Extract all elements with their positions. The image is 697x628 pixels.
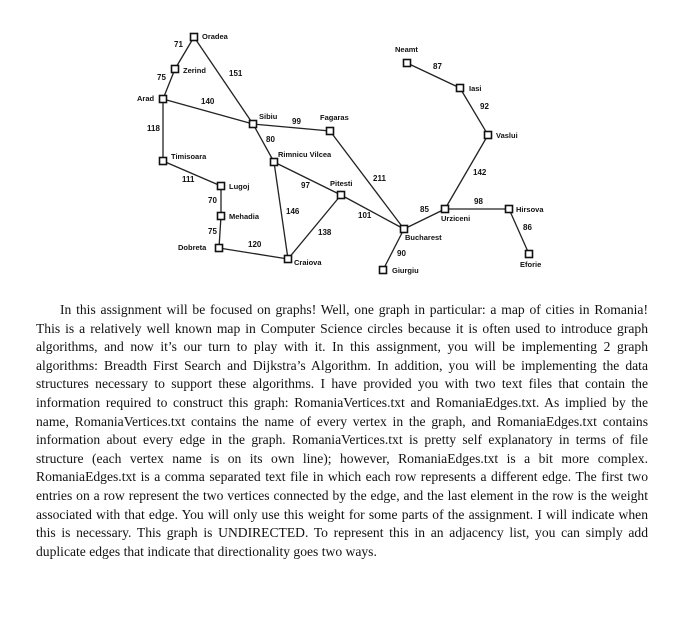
graph-edges bbox=[163, 37, 529, 270]
weight-timisoara-lugoj: 111 bbox=[182, 175, 195, 184]
node-neamt bbox=[404, 60, 411, 67]
node-rimnicu-vilcea bbox=[271, 159, 278, 166]
weight-bucharest-giurgiu: 90 bbox=[397, 249, 406, 258]
label-rimnicu-vilcea: Rimnicu Vilcea bbox=[278, 150, 332, 159]
edge-dobreta-craiova bbox=[219, 248, 288, 259]
weight-craiova-pitesti: 138 bbox=[318, 228, 332, 237]
node-oradea bbox=[191, 34, 198, 41]
label-bucharest: Bucharest bbox=[405, 233, 442, 242]
weight-arad-sibiu: 140 bbox=[201, 97, 215, 106]
node-mehadia bbox=[218, 213, 225, 220]
label-mehadia: Mehadia bbox=[229, 212, 260, 221]
node-eforie bbox=[526, 251, 533, 258]
weight-oradea-sibiu: 151 bbox=[229, 69, 243, 78]
weight-sibiu-fagaras: 99 bbox=[292, 117, 301, 126]
edge-mehadia-dobreta bbox=[219, 216, 221, 248]
label-lugoj: Lugoj bbox=[229, 182, 250, 191]
label-vaslui: Vaslui bbox=[496, 131, 518, 140]
node-zerind bbox=[172, 66, 179, 73]
weight-dobreta-craiova: 120 bbox=[248, 240, 262, 249]
node-giurgiu bbox=[380, 267, 387, 274]
weight-mehadia-dobreta: 75 bbox=[208, 227, 217, 236]
label-iasi: Iasi bbox=[469, 84, 482, 93]
label-oradea: Oradea bbox=[202, 32, 228, 41]
node-fagaras bbox=[327, 128, 334, 135]
weight-bucharest-urziceni: 85 bbox=[420, 205, 429, 214]
weight-iasi-neamt: 87 bbox=[433, 62, 442, 71]
weight-zerind-arad: 75 bbox=[157, 73, 166, 82]
node-vaslui bbox=[485, 132, 492, 139]
node-urziceni bbox=[442, 206, 449, 213]
weight-rimnicu-craiova: 146 bbox=[286, 207, 300, 216]
edge-pitesti-bucharest bbox=[341, 195, 404, 229]
edge-craiova-pitesti bbox=[288, 195, 341, 259]
weight-urziceni-vaslui: 142 bbox=[473, 168, 487, 177]
node-timisoara bbox=[160, 158, 167, 165]
node-pitesti bbox=[338, 192, 345, 199]
weight-oradea-zerind: 71 bbox=[174, 40, 183, 49]
weight-rimnicu-pitesti: 97 bbox=[301, 181, 310, 190]
node-arad bbox=[160, 96, 167, 103]
label-zerind: Zerind bbox=[183, 66, 206, 75]
node-lugoj bbox=[218, 183, 225, 190]
label-dobreta: Dobreta bbox=[178, 243, 207, 252]
edge-oradea-sibiu bbox=[194, 37, 253, 124]
weight-hirsova-eforie: 86 bbox=[523, 223, 532, 232]
weight-fagaras-bucharest: 211 bbox=[373, 174, 386, 183]
node-sibiu bbox=[250, 121, 257, 128]
node-iasi bbox=[457, 85, 464, 92]
city-labels bbox=[137, 32, 544, 275]
node-bucharest bbox=[401, 226, 408, 233]
label-hirsova: Hirsova bbox=[516, 205, 544, 214]
weight-lugoj-mehadia: 70 bbox=[208, 196, 217, 205]
node-craiova bbox=[285, 256, 292, 263]
weight-arad-timisoara: 118 bbox=[147, 124, 160, 133]
weight-vaslui-iasi: 92 bbox=[480, 102, 489, 111]
label-arad: Arad bbox=[137, 94, 155, 103]
assignment-description: In this assignment will be focused on graphs! Well, one graph in particular: a map of cities in Romania! This is a relatively well known map in Computer Science circles because it is often used to introduce graph algorithms, and now it’s our turn to play with it. In this assignment, you will be implementing 2 graph algorithms: Breadth First Search and Dijkstra’s Algorithm. In addition, you will be implementing the data structures necessary to support these algorithms. I have provided you with two text files that contain the information required to construct this graph: RomaniaVertices.txt and RomaniaEdges.txt. As implied by the name, RomaniaVertices.txt contains the name of every vertex in the graph, and RomaniaEdges.txt contains information about every edge in the graph. RomaniaVertices.txt is pretty self explanatory in terms of file structure (each vertex name is on its own line); however, RomaniaEdges.txt is a bit more complex. RomaniaEdges.txt is a comma separated text file in which each row represents a different edge. The first two entries on a row represent the two vertices connected by the edge, and the last element in the row is the weight associated with that edge. You will only use this weight for some parts of the assignment. I will indicate when this is necessary. This graph is UNDIRECTED. To represent this in an adjacency list, you can simply add duplicate edges that indicate that directionality goes two ways. bbox=[36, 302, 648, 559]
label-giurgiu: Giurgiu bbox=[392, 266, 419, 275]
node-hirsova bbox=[506, 206, 513, 213]
label-craiova: Craiova bbox=[294, 258, 322, 267]
edge-vaslui-iasi bbox=[460, 88, 488, 135]
label-timisoara: Timisoara bbox=[171, 152, 207, 161]
romania-map-graph bbox=[0, 0, 697, 290]
label-eforie: Eforie bbox=[520, 260, 542, 269]
label-pitesti: Pitesti bbox=[330, 179, 353, 188]
weight-urziceni-hirsova: 98 bbox=[474, 197, 483, 206]
weight-sibiu-rimnicu: 80 bbox=[266, 135, 275, 144]
label-urziceni: Urziceni bbox=[441, 214, 471, 223]
label-fagaras: Fagaras bbox=[320, 113, 349, 122]
label-sibiu: Sibiu bbox=[259, 112, 278, 121]
label-neamt: Neamt bbox=[395, 45, 418, 54]
node-dobreta bbox=[216, 245, 223, 252]
weight-pitesti-bucharest: 101 bbox=[358, 211, 372, 220]
